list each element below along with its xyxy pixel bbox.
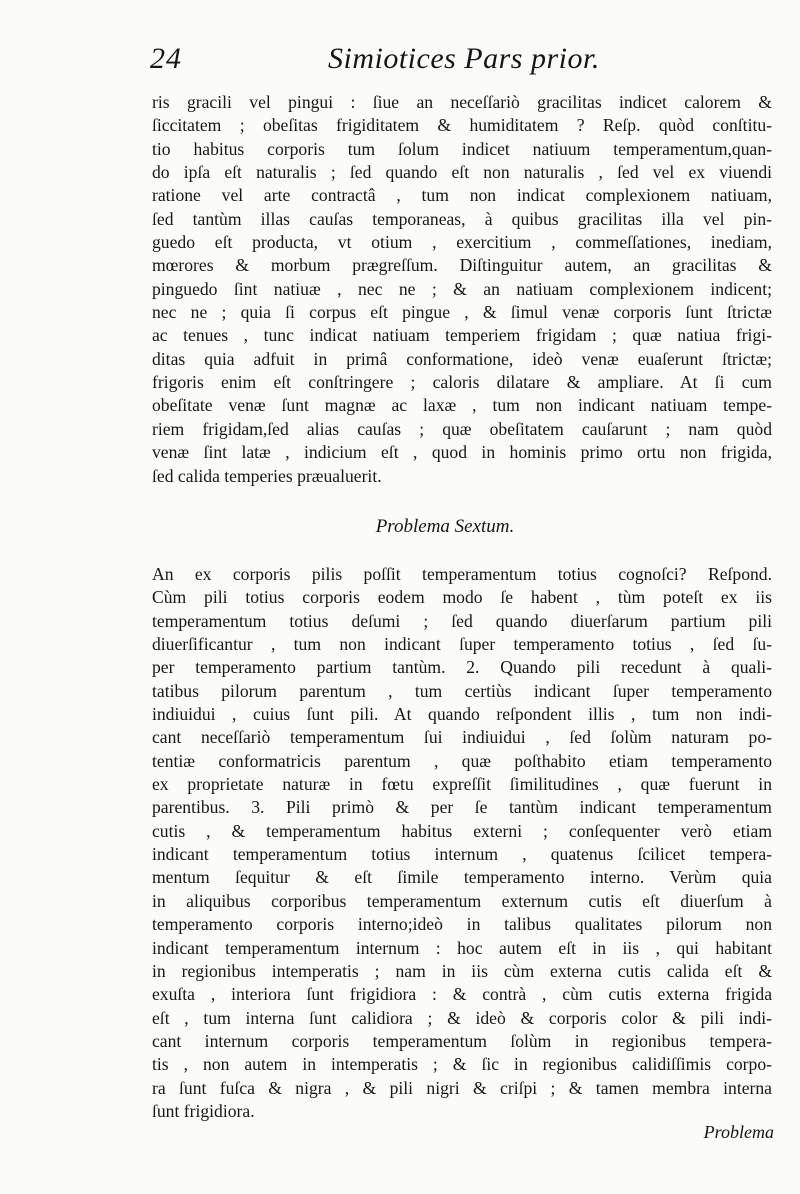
text-line: ſunt frigidiora. bbox=[152, 1100, 255, 1121]
text-line: tio habitus corporis tum ſolum indicet natiuum temperamentum,quan- bbox=[152, 138, 772, 159]
paragraph-previous-problem bbox=[152, 91, 772, 488]
text-line: frigoris enim eſt conſtringere ; caloris dilatare & ampliare. At ſi cum bbox=[152, 372, 772, 393]
text-line: tatibus pilorum parentum , tum certiùs indicant ſuper temperamento bbox=[152, 680, 772, 701]
text-line: Cùm pili totius corporis eodem modo ſe habent , tùm poteſt ex iis bbox=[152, 587, 772, 608]
running-title: Simiotices Pars prior. bbox=[328, 42, 600, 75]
text-line: cutis , & temperamentum habitus externi ; conſequenter verò etiam bbox=[152, 820, 772, 841]
text-line: riem frigidam,ſed alias cauſas ; quæ obeſitatem cauſarunt ; nam quòd bbox=[152, 418, 772, 439]
text-line: An ex corporis pilis poſſit temperamentum totius cognoſci? Reſpond. bbox=[152, 564, 772, 584]
text-line: exuſta , interiora ſunt frigidiora : & contrà , cùm cutis externa frigida bbox=[152, 984, 772, 1005]
text-line: temperamentum totius deſumi ; ſed quando diuerſarum partium pili bbox=[152, 610, 772, 631]
text-line: ſiccitatem ; obeſitas frigiditatem & humiditatem ? Reſp. quòd conſtitu- bbox=[152, 115, 772, 136]
text-line: ſed tantùm illas cauſas temporaneas, à quibus gracilitas illa vel pin- bbox=[152, 208, 772, 229]
text-line: mœrores & morbum prægreſſum. Diſtinguitur autem, an gracilitas & bbox=[152, 255, 772, 276]
text-line: ac tenues , tunc indicat natiuam temperiem frigidam ; quæ natiua frigi- bbox=[152, 325, 772, 346]
text-line: ratione vel arte contractâ , tum non indicat complexionem natiuam, bbox=[152, 185, 772, 206]
text-line: do ipſa eſt naturalis ; ſed quando eſt non naturalis , ſed vel ex viuendi bbox=[152, 162, 772, 183]
text-line: obeſitate venæ ſunt magnæ ac laxæ , tum non indicant natiuam tempe- bbox=[152, 395, 772, 416]
text-line: venæ ſint latæ , indicium eſt , quod in hominis primo ortu non frigida, bbox=[152, 442, 772, 463]
section-heading: Problema Sextum. bbox=[375, 516, 515, 537]
page-header bbox=[150, 40, 760, 88]
text-line: diuerſificantur , tum non indicant ſuper temperamento totius , ſed ſu- bbox=[152, 634, 772, 655]
text-line: ſed calida temperies præualuerit. bbox=[152, 465, 382, 486]
text-line: cant internum corporis temperamentum ſolùm in regionibus tempera- bbox=[152, 1030, 772, 1051]
text-line: per temperamento partium tantùm. 2. Quando pili recedunt à quali- bbox=[152, 657, 772, 678]
text-line: indiuidui , cuius ſunt pili. At quando reſpondent illis , tum non indi- bbox=[152, 704, 772, 725]
paragraph-problema-sextum bbox=[152, 563, 772, 1123]
catchword: Problema bbox=[703, 1122, 774, 1142]
text-line: cant neceſſariò temperamentum ſui indiuidui , ſed ſolùm naturam po- bbox=[152, 727, 772, 748]
page-number: 24 bbox=[150, 42, 182, 75]
text-line: eſt , tum interna ſunt calidiora ; & ideò & corporis color & pili indi- bbox=[152, 1007, 772, 1028]
text-line: pinguedo ſint natiuæ , nec ne ; & an natiuam complexionem indicent; bbox=[152, 278, 772, 299]
text-line: tentiæ conformatricis parentum , quæ poſthabito etiam temperamento bbox=[152, 750, 772, 771]
text-line: mentum ſequitur & eſt ſimile temperamento interno. Verùm quia bbox=[152, 867, 772, 888]
text-line: nec ne ; quia ſi corpus eſt pingue , & ſimul venæ corporis ſunt ſtrictæ bbox=[152, 302, 772, 323]
text-line: tis , non autem in intemperatis ; & ſic in regionibus calidiſſimis corpo- bbox=[152, 1054, 772, 1075]
text-line: indicant temperamentum totius internum , quatenus ſcilicet tempera- bbox=[152, 844, 772, 865]
text-line: ris gracili vel pingui : ſiue an neceſſariò gracilitas indicet calorem & bbox=[152, 92, 772, 112]
text-line: in regionibus intemperatis ; nam in iis cùm externa cutis calida eſt & bbox=[152, 960, 772, 981]
text-line: guedo eſt producta, vt otium , exercitium , commeſſationes, inediam, bbox=[152, 232, 772, 253]
text-line: in aliquibus corporibus temperamentum externum cutis eſt diuerſum à bbox=[152, 890, 772, 911]
text-line: indicant temperamentum internum : hoc autem eſt in iis , qui habitant bbox=[152, 937, 772, 958]
text-line: ditas quia adfuit in primâ conformatione, ideò venæ euaſerunt ſtrictæ; bbox=[152, 348, 772, 369]
text-line: temperamento corporis interno;ideò in talibus qualitates pilorum non bbox=[152, 914, 772, 935]
text-line: ex proprietate naturæ in fœtu expreſſit ſimilitudines , quæ fuerunt in bbox=[152, 774, 772, 795]
text-line: ra ſunt fuſca & nigra , & pili nigri & criſpi ; & tamen membra interna bbox=[152, 1077, 772, 1098]
text-line: parentibus. 3. Pili primò & per ſe tantùm indicant temperamentum bbox=[152, 797, 772, 818]
